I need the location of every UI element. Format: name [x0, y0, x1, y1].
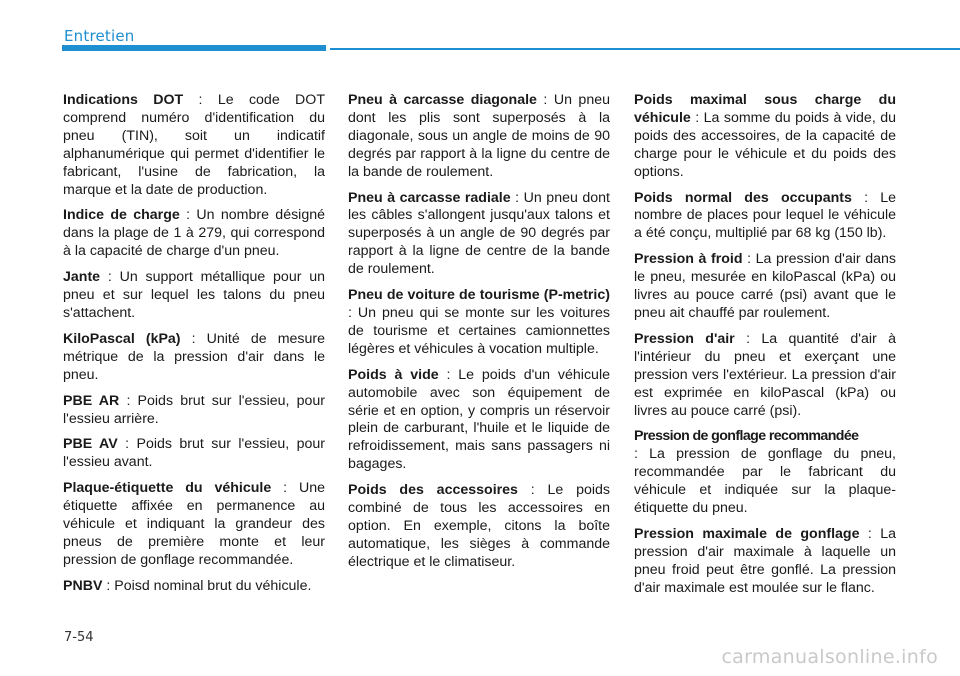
- glossary-entry: [348, 367, 610, 474]
- glossary-separator: :: [117, 436, 137, 453]
- glossary-definition: Une étiquette affixée en permanence au véhicule et indiquant la grandeur des pneus de première monte et leur pression de gonflage recommandée.: [63, 480, 325, 568]
- glossary-separator: :: [859, 525, 881, 542]
- glossary-definition: Le nombre de places pour lequel le véhicule a été conçu, multiplié par 68 kg (150 lb).: [634, 189, 897, 242]
- glossary-entry: [634, 526, 896, 598]
- text-column-2: [348, 92, 610, 580]
- glossary-entry: [63, 393, 325, 429]
- glossary-definition: Le code DOT comprend numéro d'identification du pneu (TIN), soit un indicatif alphanumérique qui permet d'identifier le fabricant, l'usine de fabrication, la marque et la date de production.: [63, 92, 326, 198]
- glossary-term: Poids des accessoires: [348, 482, 518, 499]
- glossary-definition: La pression d'air maximale à laquelle un pneu froid peut être gonflé. La pression d'air maximale est moulée sur le flanc.: [634, 525, 896, 596]
- glossary-entry: [63, 269, 325, 323]
- glossary-entry: [634, 251, 896, 323]
- glossary-definition: Poisd nominal brut du véhicule.: [114, 577, 312, 594]
- glossary-entry: [634, 428, 896, 518]
- glossary-entry: [63, 92, 325, 199]
- glossary-definition: Le poids combiné de tous les accessoires en option. En exemple, citons la boîte automatique, les sièges à commande électrique et le climatiseur.: [348, 482, 611, 570]
- glossary-term: Pneu de voiture de tourisme (P-metric): [348, 287, 610, 304]
- glossary-term: Indice de charge: [63, 207, 180, 224]
- glossary-separator: :: [179, 207, 197, 224]
- glossary-definition: Unité de mesure métrique de la pression d'air dans le pneu.: [63, 330, 326, 383]
- text-column-3: [634, 92, 896, 606]
- glossary-entry: [63, 436, 325, 472]
- glossary-term: KiloPascal (kPa): [63, 330, 181, 347]
- glossary-definition: Poids brut sur l'essieu, pour l'essieu avant.: [63, 436, 326, 471]
- glossary-separator: :: [183, 92, 218, 108]
- section-title: Entretien: [64, 27, 135, 45]
- glossary-term: Poids maximal sous charge du véhicule: [634, 92, 896, 126]
- glossary-definition: Un pneu qui se monte sur les voitures de tourisme et certaines camionnettes légères et véhicules à vocation multiple.: [348, 304, 610, 357]
- glossary-entry: [63, 331, 325, 385]
- glossary-entry: [348, 482, 610, 572]
- glossary-entry: [634, 190, 896, 244]
- glossary-definition: Un pneu dont les câbles s'allongent jusqu'aux talons et superposés à un angle de 90 degrés par rapport à la ligne de centre de la bande de roulement.: [348, 189, 610, 278]
- glossary-term: Indications DOT: [63, 92, 184, 108]
- glossary-definition: La pression d'air dans le pneu, mesurée en kiloPascal (kPa) ou livres au pouce carré (psi) avant que le pneu ait chauffé par roulement.: [634, 251, 896, 321]
- glossary-separator: :: [348, 304, 358, 321]
- glossary-separator: :: [438, 366, 459, 383]
- glossary-entry: [634, 92, 896, 182]
- glossary-term: Poids à vide: [348, 366, 439, 383]
- glossary-separator: :: [690, 109, 704, 126]
- glossary-entry: [348, 92, 610, 182]
- header-rule-thick: [62, 45, 326, 51]
- glossary-separator: :: [634, 446, 650, 463]
- glossary-definition: Un pneu dont les plis sont superposés à la diagonale, sous un angle de moins de 90 degrés par rapport à la ligne du centre de la bande de roulement.: [348, 92, 610, 180]
- glossary-definition: La quantité d'air à l'intérieur du pneu et exerçant une pression vers l'extérieur. La pression d'air est exprimée en kiloPascal (kPa) ou livres au pouce carré (psi).: [634, 330, 897, 419]
- glossary-separator: :: [517, 482, 548, 499]
- glossary-separator: :: [102, 577, 115, 594]
- watermark: carmanualsonline.info: [721, 646, 938, 668]
- glossary-definition: Un support métallique pour un pneu et sur lequel les talons du pneu s'attachent.: [63, 269, 326, 321]
- glossary-definition: Le poids d'un véhicule automobile avec son équipement de série et en option, y compris un réservoir plein de carburant, l'huile et le liquide de refroidissement, mais sans passagers ni bagages.: [348, 366, 610, 473]
- page-number: 7-54: [64, 630, 94, 645]
- glossary-term: PNBV: [63, 577, 103, 594]
- glossary-definition: Poids brut sur l'essieu, pour l'essieu arrière.: [63, 392, 326, 427]
- glossary-term: PBE AR: [63, 392, 120, 409]
- glossary-definition: Un nombre désigné dans la plage de 1 à 279, qui correspond à la capacité de charge d'un pneu.: [63, 207, 326, 260]
- glossary-term: PBE AV: [63, 436, 118, 453]
- glossary-term: Pression à froid: [634, 251, 743, 268]
- glossary-separator: :: [100, 269, 120, 286]
- glossary-separator: :: [742, 251, 756, 268]
- glossary-definition: La pression de gonflage du pneu, recommandée par le fabricant du véhicule et indiquée sur la plaque-étiquette du pneu.: [634, 446, 896, 517]
- text-column-1: [63, 92, 325, 604]
- glossary-separator: :: [119, 392, 138, 409]
- glossary-separator: :: [851, 189, 881, 206]
- header-rule-thin: [330, 48, 960, 50]
- glossary-entry: [634, 331, 896, 421]
- glossary-separator: :: [271, 480, 299, 497]
- glossary-term: Poids normal des occupants: [634, 189, 852, 206]
- glossary-entry: [63, 207, 325, 261]
- glossary-separator: :: [510, 189, 524, 206]
- glossary-entry: [63, 480, 325, 570]
- glossary-entry: [63, 578, 325, 596]
- glossary-term: Pression de gonflage recommandée: [634, 428, 859, 445]
- glossary-separator: :: [734, 330, 762, 347]
- glossary-separator: :: [536, 92, 554, 108]
- glossary-term: Pneu à carcasse diagonale: [348, 92, 537, 108]
- glossary-entry: [348, 287, 610, 359]
- glossary-term: Pression maximale de gonflage: [634, 525, 860, 542]
- glossary-definition: La somme du poids à vide, du poids des accessoires, de la capacité de charge pour le véhicule et du poids des options.: [634, 109, 897, 180]
- glossary-entry: [348, 190, 610, 280]
- glossary-term: Plaque-étiquette du véhicule: [63, 480, 272, 497]
- glossary-term: Jante: [63, 269, 101, 286]
- glossary-term: Pneu à carcasse radiale: [348, 189, 511, 206]
- glossary-separator: :: [180, 330, 207, 347]
- glossary-term: Pression d'air: [634, 330, 735, 347]
